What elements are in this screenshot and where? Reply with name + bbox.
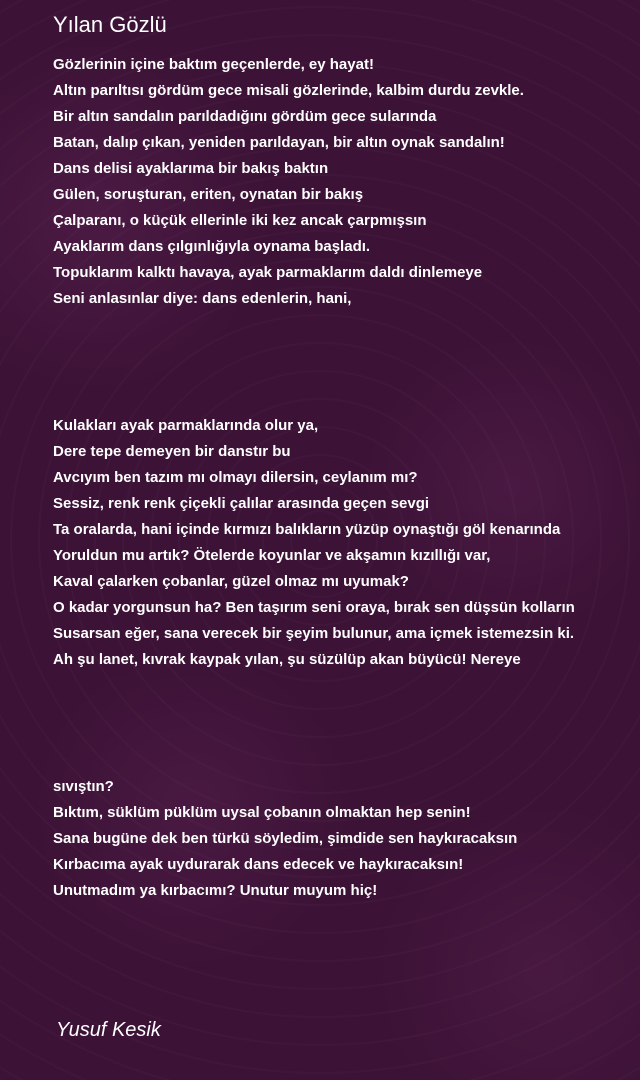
poem-line: Dere tepe demeyen bir danstır bu: [53, 443, 291, 460]
poem-line: Kırbacıma ayak uydurarak dans edecek ve haykıracaksın!: [53, 856, 464, 873]
poem-line: Sessiz, renk renk çiçekli çalılar arasında geçen sevgi: [53, 495, 430, 512]
poem-line: sıvıştın?: [53, 778, 114, 795]
poem-line: Topuklarım kalktı havaya, ayak parmaklarım daldı dinlemeye: [53, 264, 483, 281]
poem-line: Seni anlasınlar diye: dans edenlerin, hani,: [53, 290, 352, 307]
poem-line: Kaval çalarken çobanlar, güzel olmaz mı uyumak?: [53, 573, 409, 590]
poem-line: Ta oralarda, hani içinde kırmızı balıkların yüzüp oynaştığı göl kenarında: [53, 521, 561, 538]
poem-line: Gülen, soruşturan, eriten, oynatan bir bakış: [53, 186, 364, 203]
poem-line: Bıktım, süklüm püklüm uysal çobanın olmaktan hep senin!: [53, 804, 471, 821]
stanza-2: [53, 413, 640, 673]
poem-line: Ayaklarım dans çılgınlığıyla oynama başladı.: [53, 238, 371, 255]
poem-line: Avcıyım ben tazım mı olmayı dilersin, ceylanım mı?: [53, 469, 418, 486]
poem-line: Bir altın sandalın parıldadığını gördüm gece sularında: [53, 108, 437, 125]
poem-line: Çalparanı, o küçük ellerinle iki kez ancak çarpmışsın: [53, 212, 427, 229]
poem-title: Yılan Gözlü: [53, 12, 167, 37]
poem-line: Ah şu lanet, kıvrak kaypak yılan, şu süzülüp akan büyücü! Nereye: [53, 651, 521, 668]
poem-line: Altın parıltısı gördüm gece misali gözlerinde, kalbim durdu zevkle.: [53, 82, 524, 99]
poem-line: Kulakları ayak parmaklarında olur ya,: [53, 417, 319, 434]
stanza-3: [53, 774, 640, 904]
poem-line: Dans delisi ayaklarıma bir bakış baktın: [53, 160, 329, 177]
stanza-1: [53, 52, 640, 312]
poem-line: O kadar yorgunsun ha? Ben taşırım seni oraya, bırak sen düşsün kolların: [53, 599, 575, 616]
poem-line: Unutmadım ya kırbacımı? Unutur muyum hiç!: [53, 882, 378, 899]
poem-line: Gözlerinin içine baktım geçenlerde, ey hayat!: [53, 56, 374, 73]
poem-author: Yusuf Kesik: [56, 1019, 161, 1041]
poem-line: Yoruldun mu artık? Ötelerde koyunlar ve akşamın kızıllığı var,: [53, 547, 491, 564]
poem-line: Batan, dalıp çıkan, yeniden parıldayan, bir altın oynak sandalın!: [53, 134, 505, 151]
poem-line: Susarsan eğer, sana verecek bir şeyim bulunur, ama içmek istemezsin ki.: [53, 625, 575, 642]
poem-line: Sana bugüne dek ben türkü söyledim, şimdide sen haykıracaksın: [53, 830, 518, 847]
